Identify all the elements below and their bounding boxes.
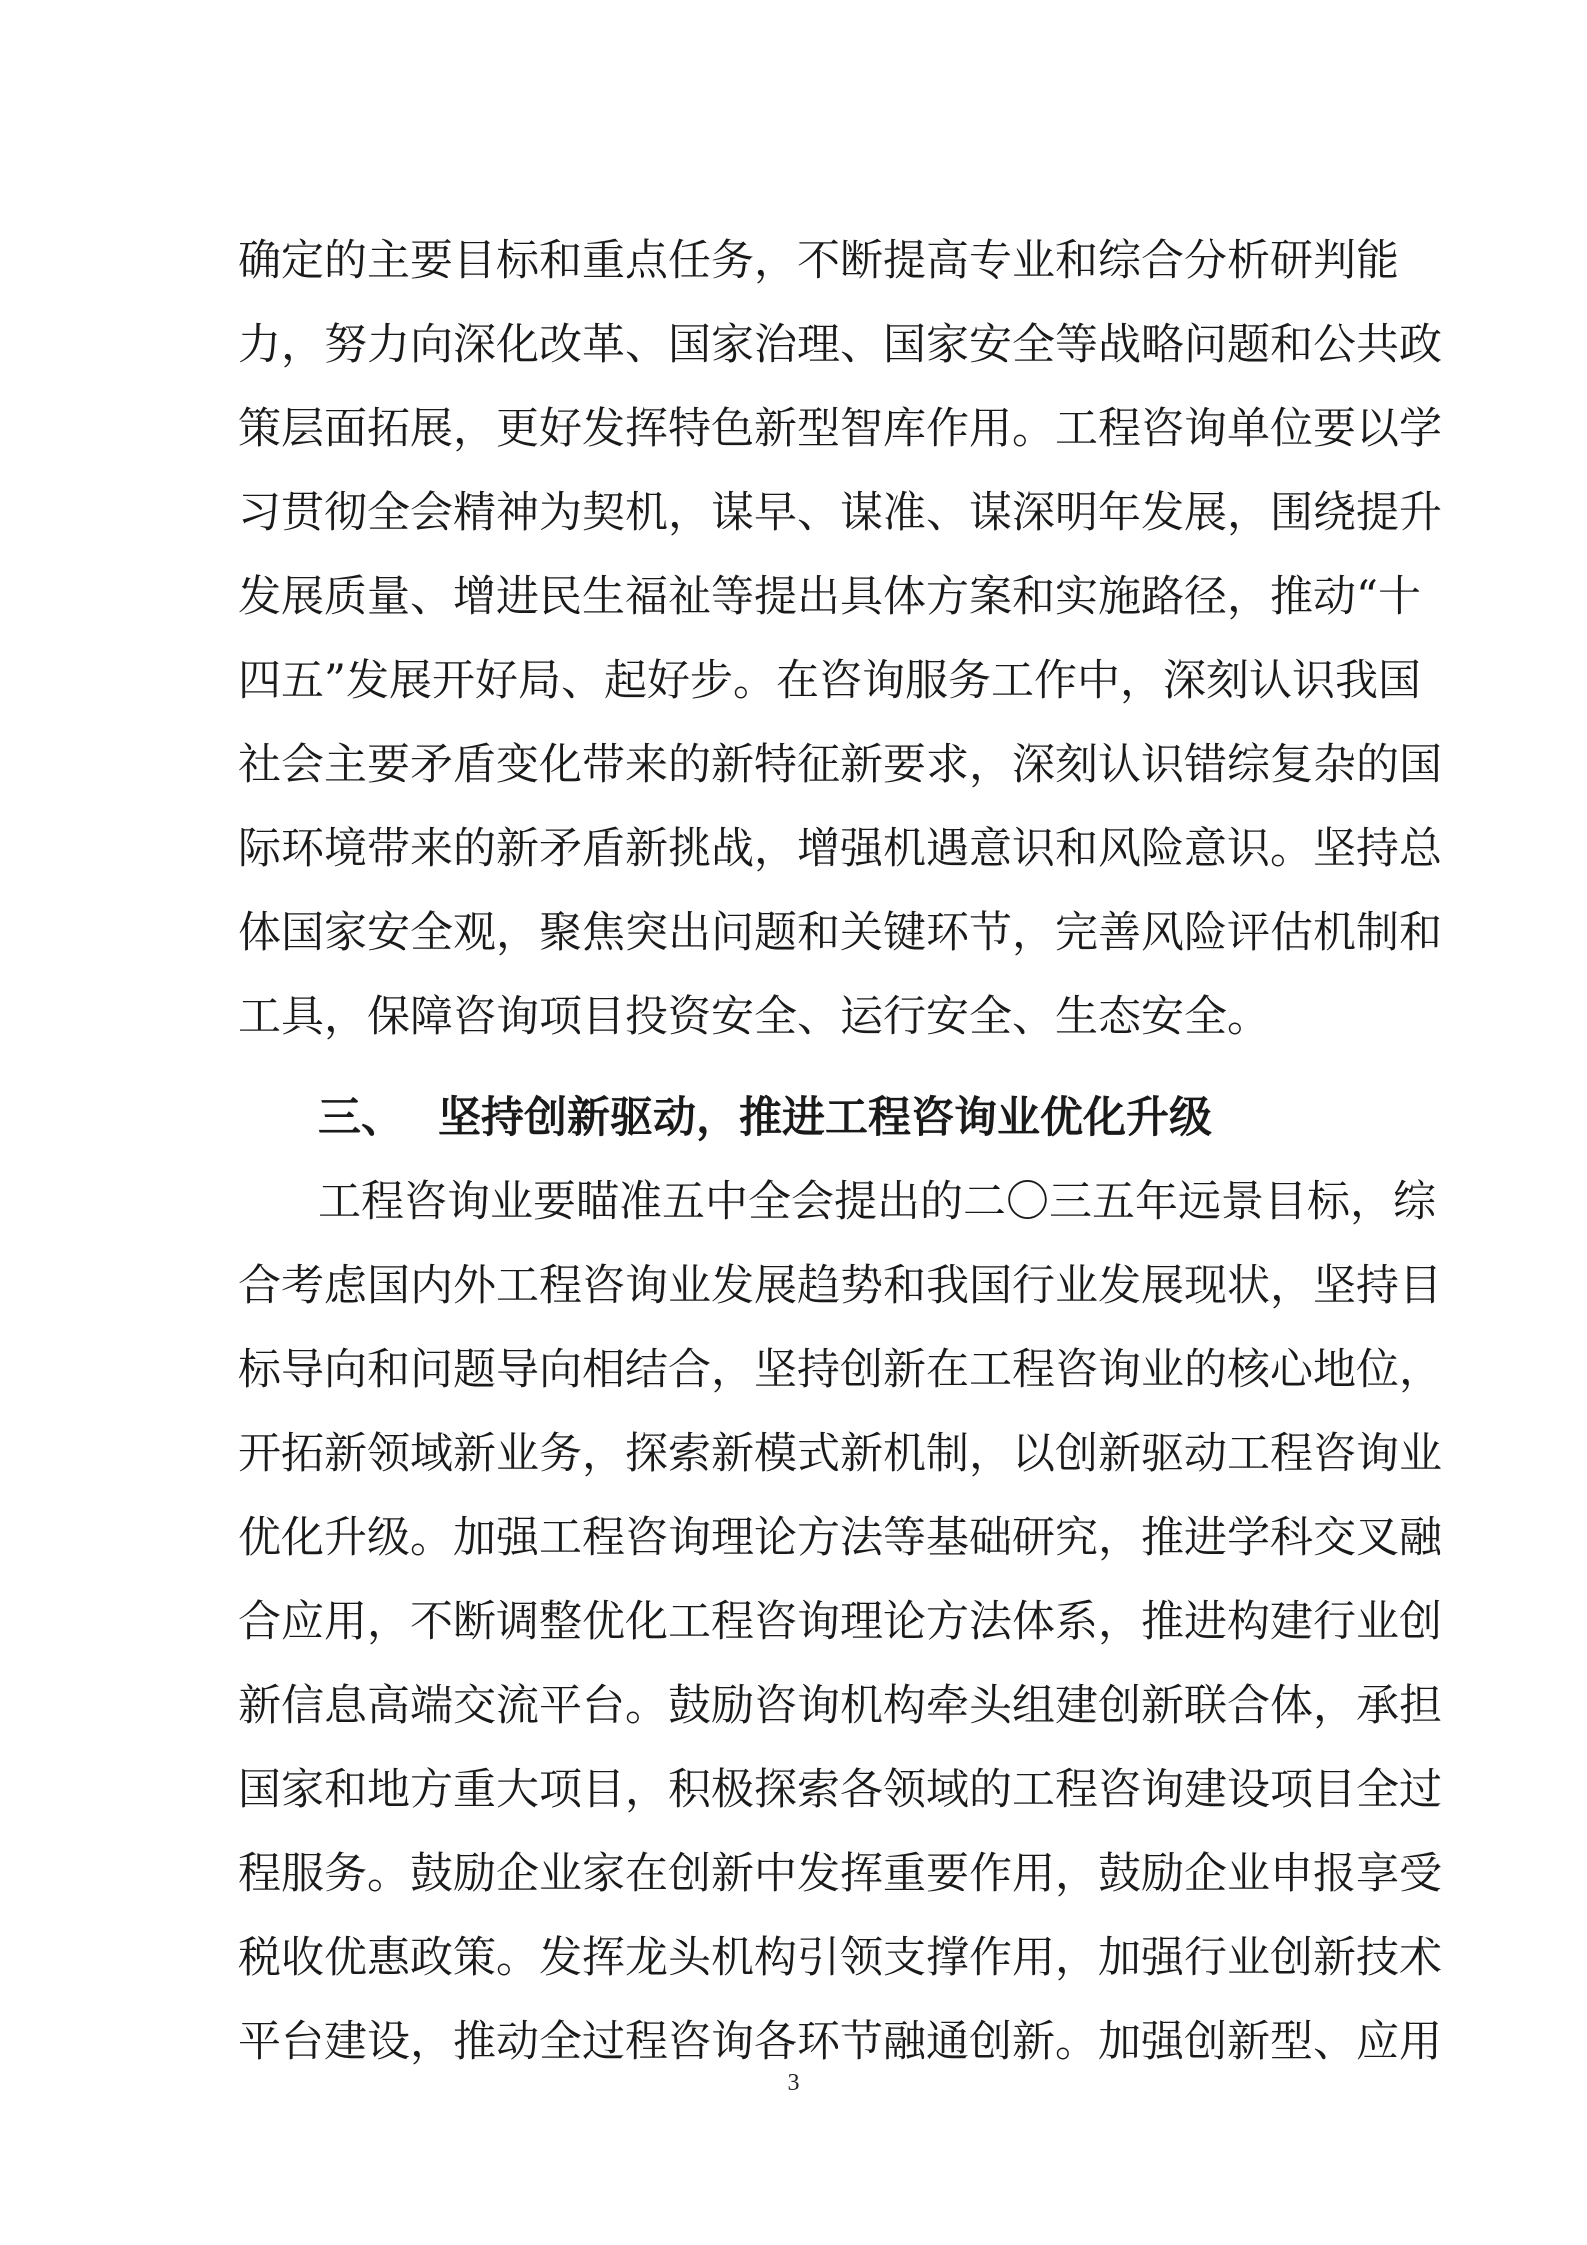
text-line: 国家和地方重大项目，积极探索各领域的工程咨询建设项目全过 [238, 1765, 1442, 1815]
text-line: 开拓新领域新业务，探索新模式新机制，以创新驱动工程咨询业 [238, 1429, 1442, 1479]
text-line: 程服务。鼓励企业家在创新中发挥重要作用，鼓励企业申报享受 [238, 1849, 1442, 1899]
text-line: 四五”发展开好局、起好步。在咨询服务工作中，深刻认识我国 [238, 656, 1421, 706]
text-line: 际环境带来的新矛盾新挑战，增强机遇意识和风险意识。坚持总 [238, 824, 1442, 874]
text-line: 体国家安全观，聚焦突出问题和关键环节，完善风险评估机制和 [238, 908, 1442, 958]
text-line: 确定的主要目标和重点任务，不断提高专业和综合分析研判能 [238, 236, 1399, 286]
text-line: 发展质量、增进民生福祉等提出具体方案和实施路径，推动“十 [238, 572, 1421, 622]
text-line: 力，努力向深化改革、国家治理、国家安全等战略问题和公共政 [238, 320, 1442, 370]
text-line: 标导向和问题导向相结合，坚持创新在工程咨询业的核心地位， [238, 1345, 1442, 1395]
text-line: 工具，保障咨询项目投资安全、运行安全、生态安全。 [238, 992, 1270, 1042]
text-line: 社会主要矛盾变化带来的新特征新要求，深刻认识错综复杂的国 [238, 740, 1442, 790]
text-line: 合应用，不断调整优化工程咨询理论方法体系，推进构建行业创 [238, 1597, 1442, 1647]
section-heading [318, 1076, 1212, 1160]
text-line: 习贯彻全会精神为契机，谋早、谋准、谋深明年发展，围绕提升 [238, 488, 1442, 538]
text-line: 合考虑国内外工程咨询业发展趋势和我国行业发展现状，坚持目 [238, 1261, 1442, 1311]
text-line: 税收优惠政策。发挥龙头机构引领支撑作用，加强行业创新技术 [238, 1933, 1442, 1983]
text-line: 平台建设，推动全过程咨询各环节融通创新。加强创新型、应用 [238, 2017, 1442, 2067]
text-line: 策层面拓展，更好发挥特色新型智库作用。工程咨询单位要以学 [238, 404, 1442, 454]
text-line: 新信息高端交流平台。鼓励咨询机构牵头组建创新联合体，承担 [238, 1681, 1442, 1731]
page-number: 3 [787, 2070, 800, 2096]
section-number: 三、 [318, 1093, 404, 1143]
text-line: 优化升级。加强工程咨询理论方法等基础研究，推进学科交叉融 [238, 1513, 1442, 1563]
text-line: 工程咨询业要瞄准五中全会提出的二〇三五年远景目标，综 [318, 1177, 1436, 1227]
section-title: 坚持创新驱动，推进工程咨询业优化升级 [438, 1093, 1212, 1143]
